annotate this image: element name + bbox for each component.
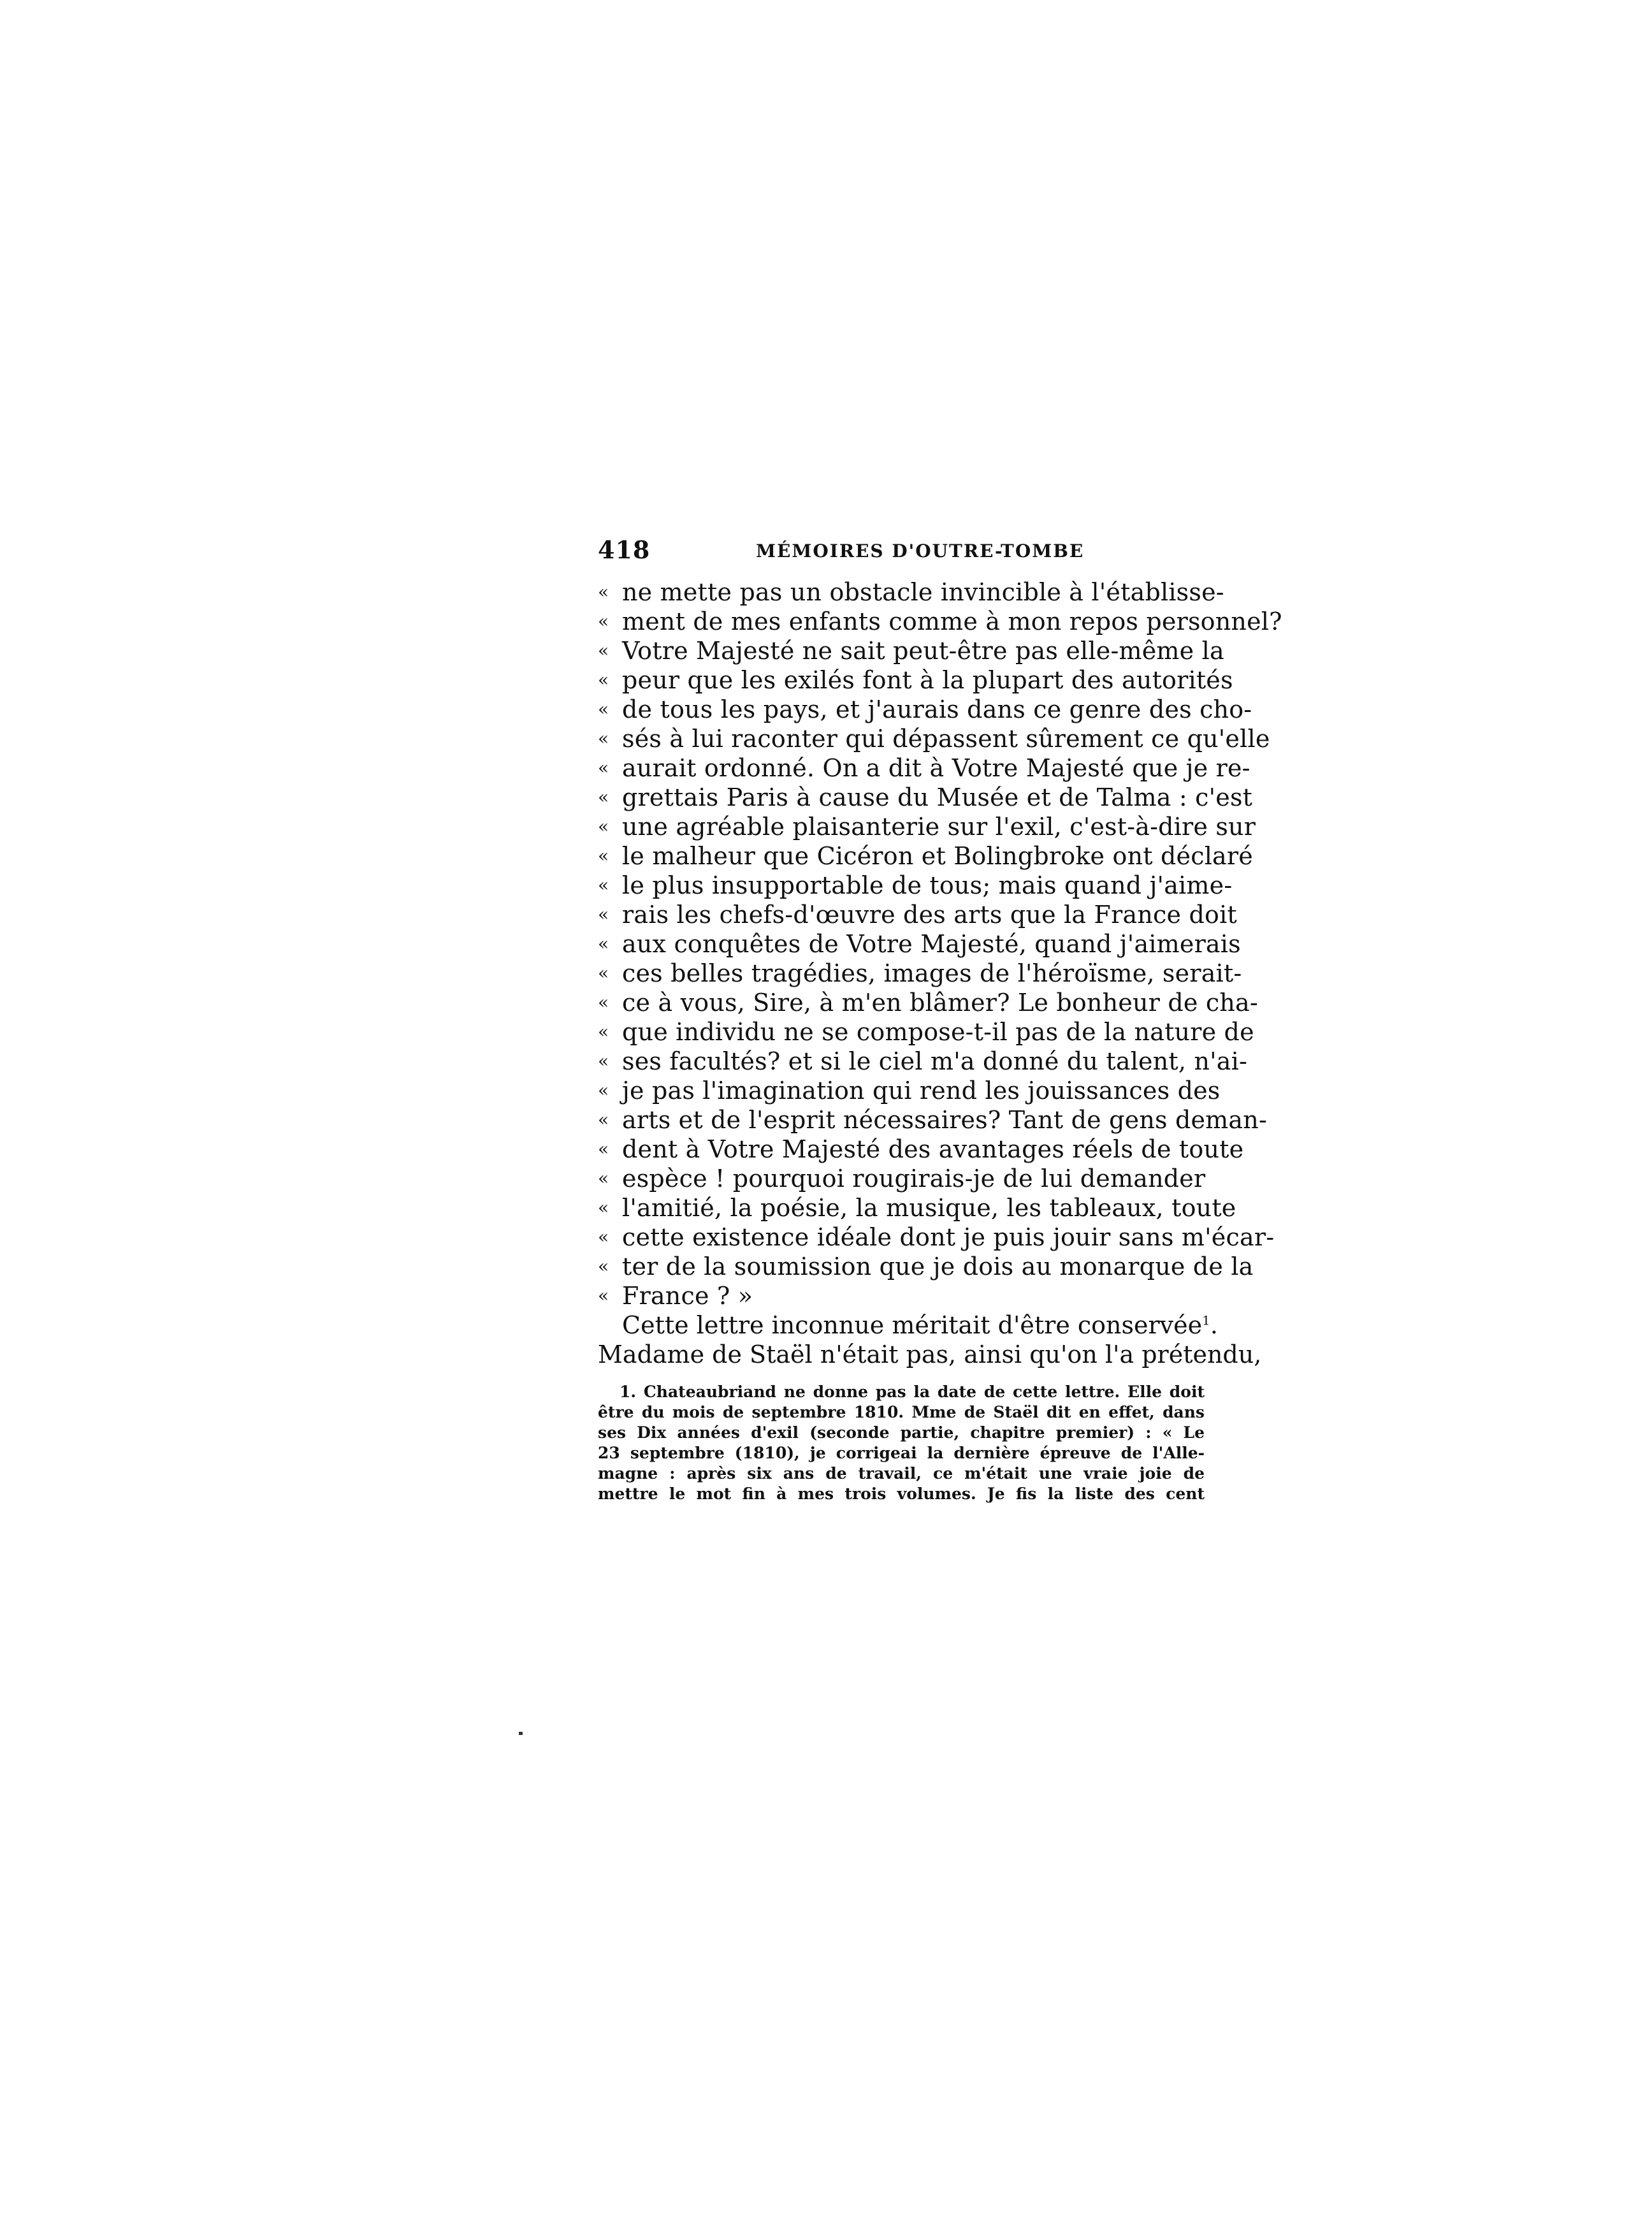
quote-line [598, 871, 1233, 900]
quote-mark: « [598, 933, 609, 954]
quote-line [598, 1252, 1254, 1281]
quote-line-text: je pas l'imagination qui rend les jouissances des [622, 1077, 1221, 1105]
quote-mark: « [598, 962, 609, 984]
quote-line [598, 783, 1253, 812]
quote-mark: « [598, 669, 609, 690]
quote-line [598, 812, 1256, 841]
quote-line-text: ne mette pas un obstacle invincible à l'établisse- [622, 578, 1224, 606]
paragraph-text: Cette lettre inconnue méritait d'être conservée [622, 1311, 1203, 1339]
quote-line-text: cette existence idéale dont je puis jouir sans m'écar- [622, 1223, 1275, 1251]
quote-line-text: sés à lui raconter qui dépassent sûrement ce qu'elle [622, 725, 1270, 753]
quote-line-text: ce à vous, Sire, à m'en blâmer? Le bonheur de cha- [622, 989, 1258, 1017]
quote-mark: « [598, 845, 609, 866]
quote-line-text: le malheur que Cicéron et Bolingbroke ont déclaré [622, 842, 1253, 870]
quote-mark: « [598, 757, 609, 778]
quote-line-text: France ? » [622, 1282, 753, 1310]
quote-line [598, 988, 1258, 1017]
quote-mark: « [598, 1080, 609, 1101]
footnote [598, 1382, 1205, 1504]
quote-line-text: le plus insupportable de tous; mais quand j'aime- [622, 871, 1233, 899]
quote-line-text: ter de la soumission que je dois au monarque de la [622, 1252, 1254, 1281]
running-title: MÉMOIRES D'OUTRE-TOMBE [756, 541, 1085, 562]
page-header [598, 535, 1205, 574]
quote-line [598, 695, 1252, 724]
quote-line [598, 1223, 1275, 1252]
footnote-line: 1. Chateaubriand ne donne pas la date de cette lettre. Elle doit [620, 1383, 1205, 1401]
page-number: 418 [598, 535, 651, 564]
quote-line-text: aux conquêtes de Votre Majesté, quand j'aimerais [622, 930, 1241, 958]
quote-line [598, 607, 1282, 636]
footnote-line: mettre le mot fin à mes trois volumes. Je fis la liste des cent [598, 1485, 1205, 1503]
quote-line-text: espèce ! pourquoi rougirais-je de lui demander [622, 1165, 1206, 1193]
quote-mark: « [598, 1138, 609, 1159]
quote-line-text: de tous les pays, et j'aurais dans ce genre des cho- [622, 695, 1252, 723]
quote-mark: « [598, 1285, 609, 1306]
quote-mark: « [598, 611, 609, 632]
footnote-line: ses Dix années d'exil (seconde partie, chapitre premier) : « Le [598, 1423, 1205, 1442]
quote-line-text: grettais Paris à cause du Musée et de Talma : c'est [622, 783, 1253, 811]
quote-mark: « [598, 699, 609, 720]
quote-mark: « [598, 1050, 609, 1071]
quote-line-text: peur que les exilés font à la plupart des autorités [622, 666, 1233, 694]
quote-mark: « [598, 904, 609, 925]
quote-line-text: ces belles tragédies, images de l'héroïsme, serait- [622, 959, 1242, 987]
paragraph-line [598, 1310, 1218, 1340]
quote-mark: « [598, 581, 609, 602]
quote-line-text: une agréable plaisanterie sur l'exil, c'est-à-dire sur [622, 813, 1256, 841]
page-content [598, 535, 1282, 1504]
quote-mark: « [598, 1197, 609, 1218]
quote-line-text: dent à Votre Majesté des avantages réels de toute [622, 1135, 1244, 1163]
quote-line [598, 1281, 1205, 1310]
quote-line [598, 1164, 1205, 1193]
quote-line [598, 1076, 1221, 1105]
quote-line [598, 1017, 1254, 1047]
quote-line [598, 959, 1242, 988]
quote-line-text: Votre Majesté ne sait peut-être pas elle-même la [622, 637, 1224, 665]
quote-line [598, 577, 1224, 607]
footnote-line: 23 septembre (1810), je corrigeai la dernière épreuve de l'Alle- [598, 1444, 1205, 1462]
body-paragraph [598, 1310, 1262, 1369]
quote-line [598, 841, 1253, 871]
quote-line [598, 1047, 1248, 1076]
quote-line-text: ses facultés? et si le ciel m'a donné du talent, n'ai- [622, 1047, 1248, 1075]
quote-mark: « [598, 1226, 609, 1247]
quote-mark: « [598, 787, 609, 808]
quote-mark: « [598, 1109, 609, 1130]
quote-line-text: l'amitié, la poésie, la musique, les tableaux, toute [622, 1194, 1236, 1222]
footnote-line: magne : après six ans de travail, ce m'était une vraie joie de [598, 1464, 1205, 1483]
quote-line [598, 724, 1270, 753]
quote-line [598, 1135, 1244, 1164]
quote-mark: « [598, 992, 609, 1013]
quote-line-text: rais les chefs-d'œuvre des arts que la France doit [622, 901, 1237, 929]
quote-line [598, 900, 1237, 929]
quote-line [598, 929, 1241, 959]
footnote-line: être du mois de septembre 1810. Mme de Staël dit en effet, dans [598, 1403, 1205, 1421]
quote-line-text: que individu ne se compose-t-il pas de la nature de [622, 1018, 1254, 1046]
quote-line [598, 753, 1250, 783]
quote-mark: « [598, 816, 609, 837]
quote-mark: « [598, 1168, 609, 1189]
quote-line [598, 1193, 1236, 1223]
scan-speck [519, 1732, 523, 1735]
quote-line-text: arts et de l'esprit nécessaires? Tant de gens deman- [622, 1106, 1267, 1134]
quoted-letter [598, 577, 1282, 1310]
quote-mark: « [598, 1021, 609, 1042]
footnote-reference[interactable]: 1 [1202, 1312, 1210, 1328]
quote-mark: « [598, 728, 609, 749]
paragraph-line: Madame de Staël n'était pas, ainsi qu'on l'a prétendu, [598, 1340, 1262, 1368]
quote-line [598, 636, 1224, 665]
quote-mark: « [598, 640, 609, 661]
quote-mark: « [598, 1256, 609, 1277]
quote-line [598, 665, 1233, 695]
quote-line [598, 1105, 1267, 1135]
quote-line-text: ment de mes enfants comme à mon repos personnel? [622, 607, 1282, 635]
paragraph-punctuation: . [1210, 1311, 1218, 1339]
quote-line-text: aurait ordonné. On a dit à Votre Majesté que je re- [622, 754, 1250, 782]
quote-mark: « [598, 875, 609, 896]
